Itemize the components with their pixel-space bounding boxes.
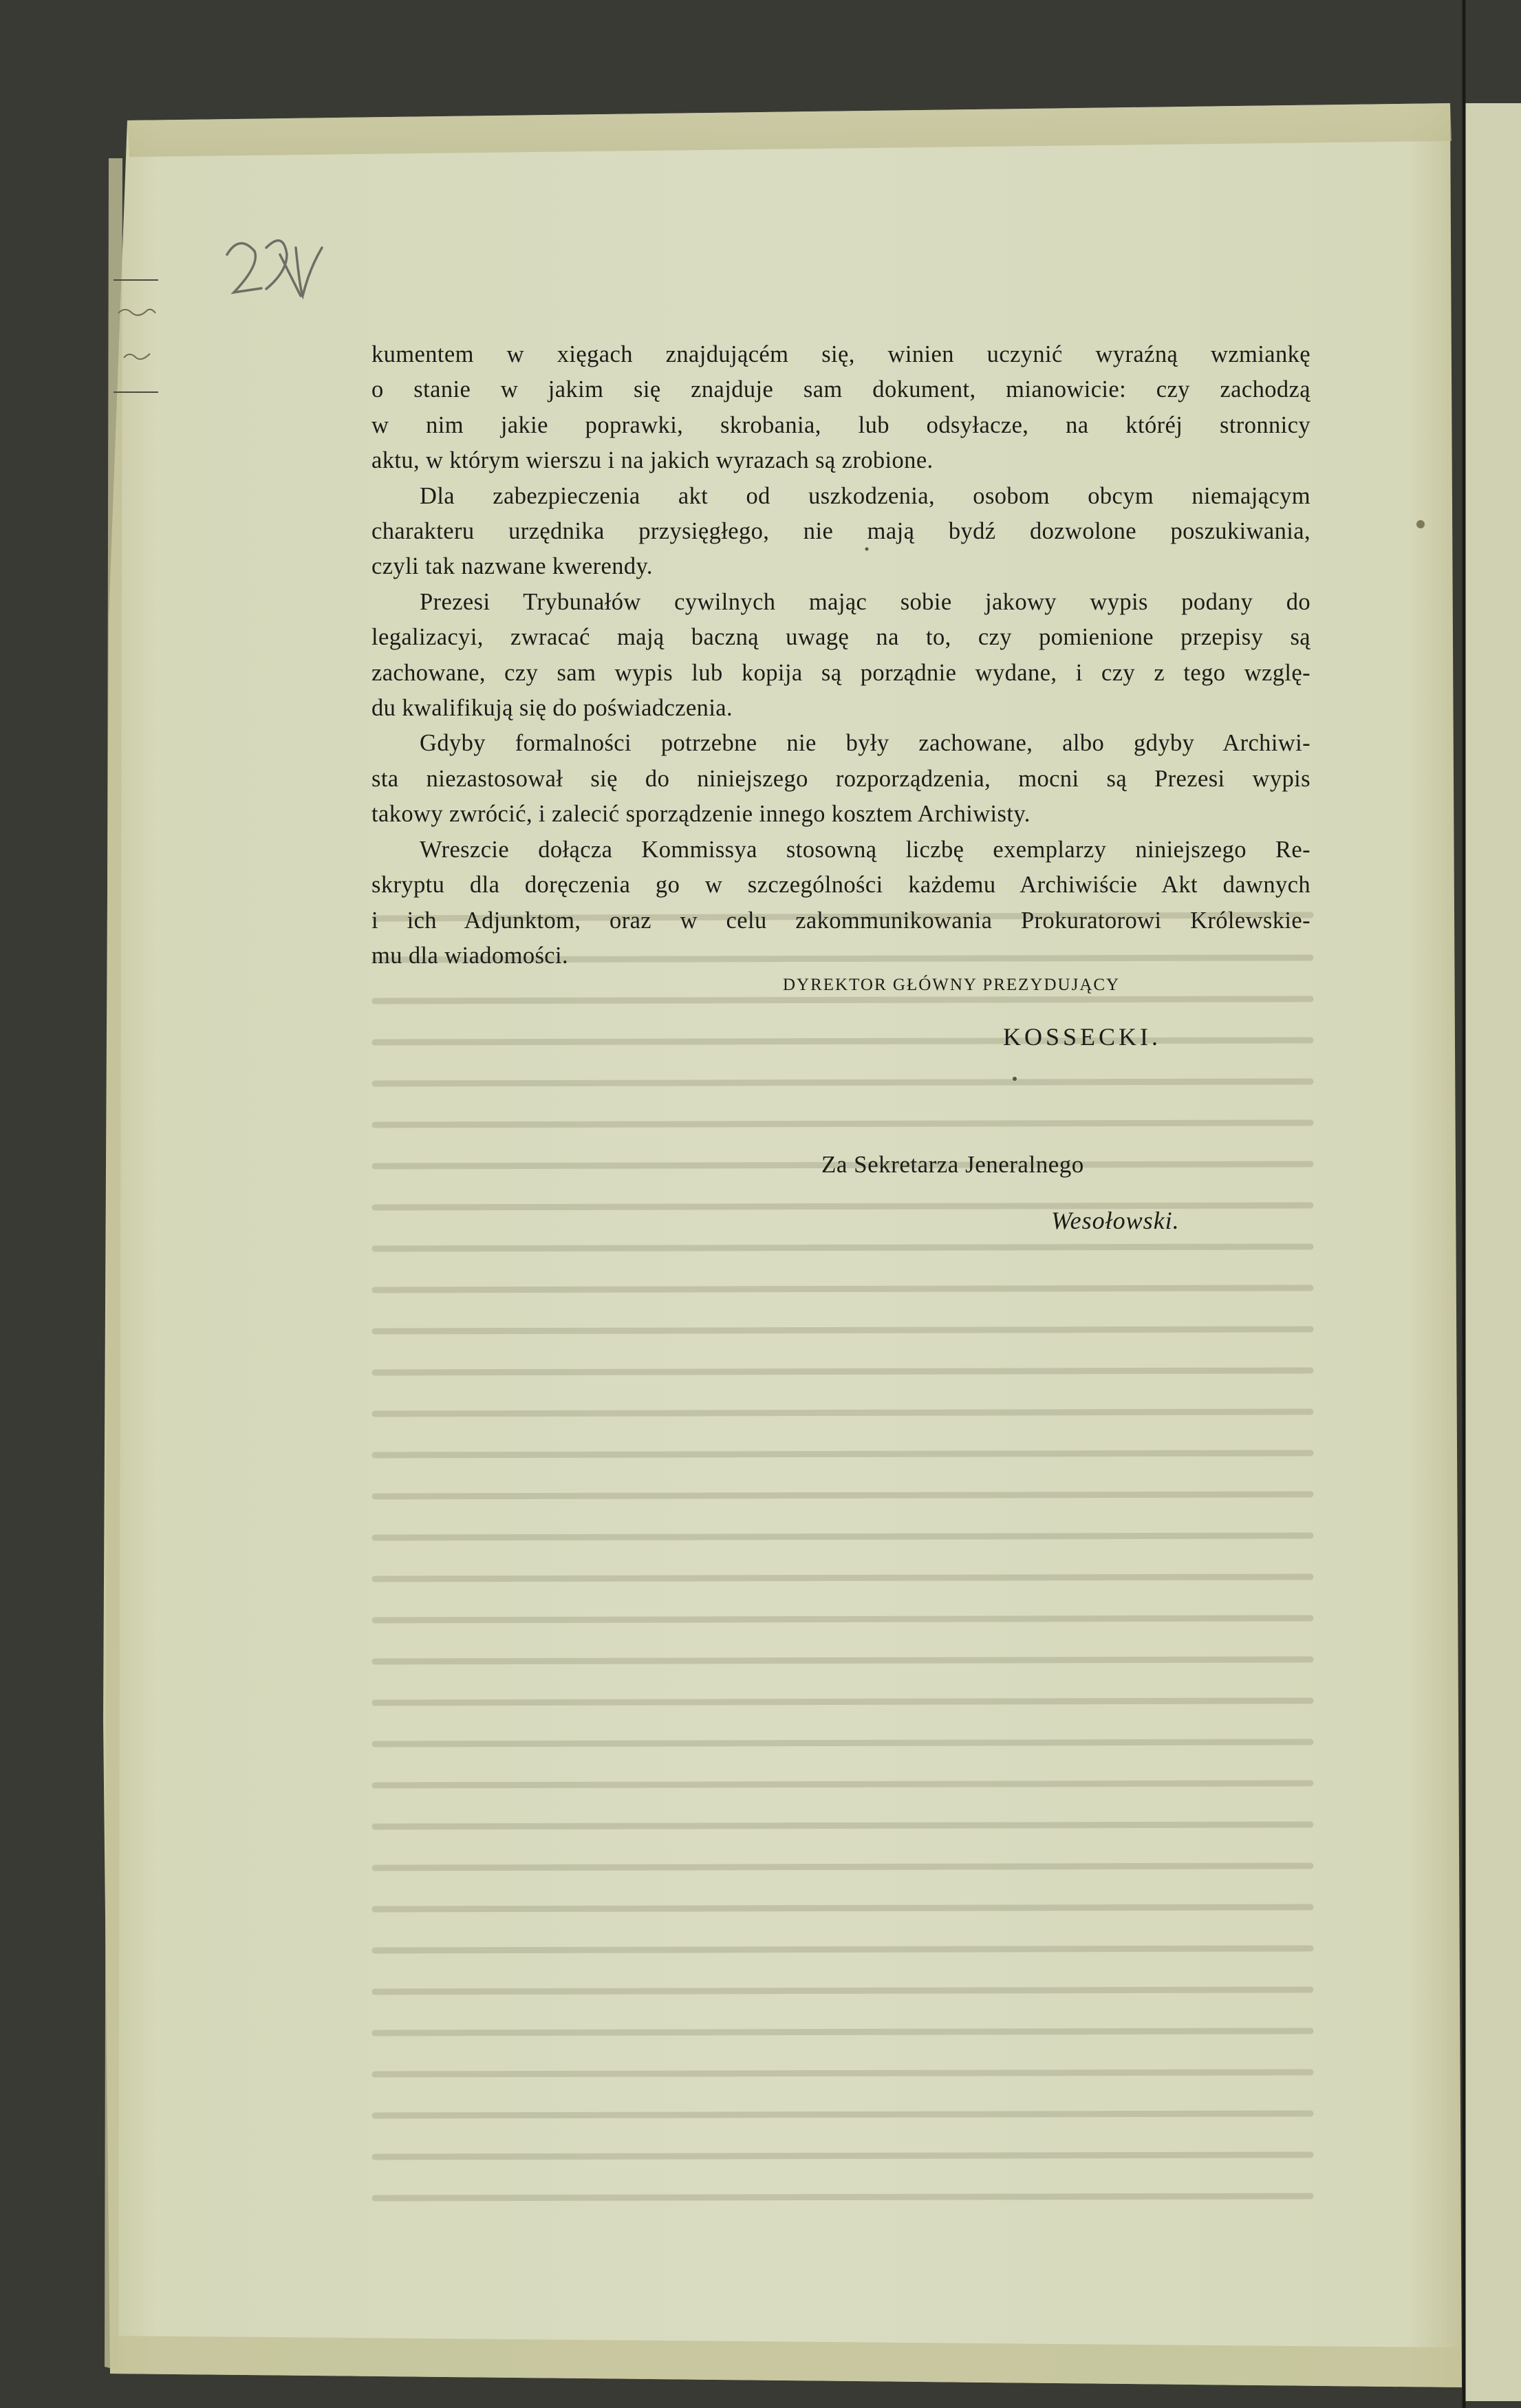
text-line: w nim jakie poprawki, skrobania, lub odsyłacze, na któréj stronnicy bbox=[371, 411, 1310, 438]
text-line: skryptu dla doręczenia go w szczególności każdemu Archiwiście Akt dawnych bbox=[371, 872, 1310, 899]
text-line: Prezesi Trybunałów cywilnych mając sobie jakowy wypis podany do bbox=[420, 588, 1310, 615]
text-line: czyli tak nazwane kwerendy. bbox=[371, 553, 653, 580]
paragraph bbox=[371, 726, 1310, 832]
text-line: takowy zwrócić, i zalecić sporządzenie innego kosztem Archiwisty. bbox=[371, 801, 1031, 828]
text-line: legalizacyi, zwracać mają baczną uwagę na to, czy pomienione przepisy są bbox=[371, 624, 1310, 651]
document-body bbox=[371, 337, 1310, 974]
text-line: mu dla wiadomości. bbox=[371, 942, 569, 969]
text-line: o stanie w jakim się znajduje sam dokument, mianowicie: czy zachodzą bbox=[371, 376, 1310, 403]
text-line: kumentem w xięgach znajdującém się, winien uczynić wyraźną wzmiankę bbox=[371, 341, 1310, 367]
paper-speck-1 bbox=[1416, 520, 1425, 528]
text-line: Gdyby formalności potrzebne nie były zachowane, albo gdyby Archiwi- bbox=[420, 730, 1310, 757]
facing-page-edge bbox=[1465, 103, 1521, 2401]
signature-signed: Wesołowski. bbox=[1051, 1207, 1180, 1234]
text-line: Wreszcie dołącza Kommissya stosowną liczbę exemplarzy niniejszego Re- bbox=[420, 836, 1310, 863]
signature-name: KOSSECKI. bbox=[1003, 1023, 1162, 1051]
paragraph bbox=[371, 337, 1310, 479]
text-line: zachowane, czy sam wypis lub kopija są porządnie wydane, i czy z tego wzglę- bbox=[371, 659, 1310, 686]
text-line: Dla zabezpieczenia akt od uszkodzenia, osobom obcym niemającym bbox=[420, 482, 1310, 509]
paragraph bbox=[371, 832, 1310, 974]
text-line: charakteru urzędnika przysięgłego, nie mają bydź dozwolone poszukiwania, bbox=[371, 518, 1310, 545]
text-line: aktu, w którym wierszu i na jakich wyrazach są zrobione. bbox=[371, 447, 934, 474]
signature-title: DYREKTOR GŁÓWNY PREZYDUJĄCY bbox=[783, 976, 1121, 994]
paper-speck-2 bbox=[1013, 1077, 1017, 1081]
text-line: sta niezastosował się do niniejszego rozporządzenia, mocni są Prezesi wypis bbox=[371, 765, 1310, 792]
handwritten-page-number bbox=[215, 227, 325, 316]
paragraph bbox=[371, 479, 1310, 585]
text-line: i ich Adjunktom, oraz w celu zakommunikowania Prokuratorowi Królewskie- bbox=[371, 907, 1310, 934]
signature-for-line: Za Sekretarza Jeneralnego bbox=[821, 1151, 1084, 1178]
text-line: du kwalifikują się do poświadczenia. bbox=[371, 695, 733, 722]
paragraph bbox=[371, 585, 1310, 727]
